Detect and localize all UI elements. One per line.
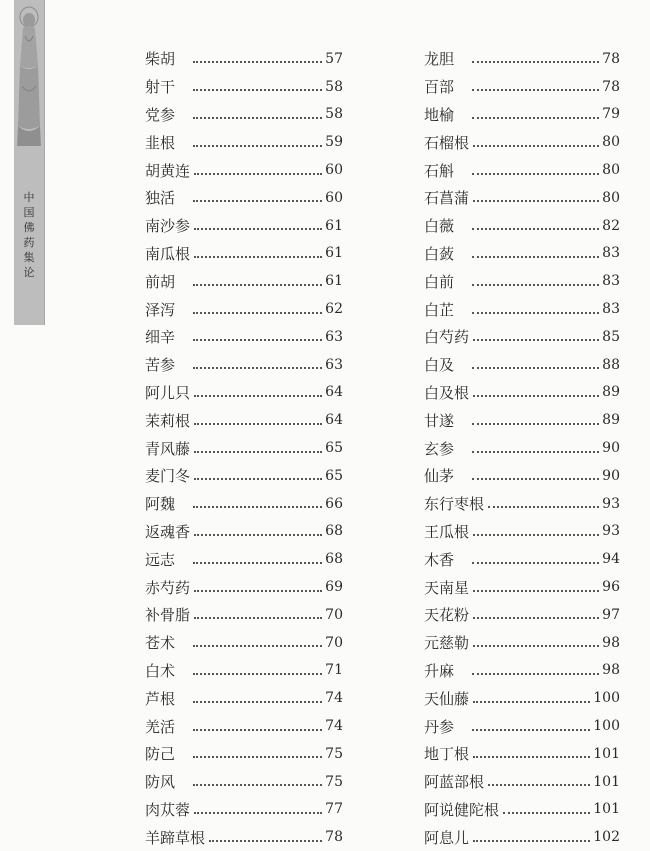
dot-leader bbox=[472, 255, 599, 258]
entry-name: 独活 bbox=[145, 189, 176, 208]
entry-name: 白薇 bbox=[424, 217, 455, 236]
entry-page-number: 60 bbox=[325, 162, 343, 179]
entry-name: 天南星 bbox=[424, 578, 470, 597]
toc-column-left bbox=[145, 45, 343, 851]
toc-entry[interactable] bbox=[424, 545, 620, 573]
entry-name: 防风 bbox=[145, 773, 176, 792]
toc-entry[interactable] bbox=[424, 629, 620, 657]
entry-name: 细辛 bbox=[145, 328, 176, 347]
entry-page-number: 70 bbox=[325, 606, 343, 623]
toc-entry[interactable] bbox=[424, 573, 620, 601]
toc-entry[interactable] bbox=[424, 406, 620, 434]
dot-leader bbox=[488, 505, 599, 508]
dot-leader bbox=[193, 783, 322, 786]
entry-page-number: 65 bbox=[325, 467, 343, 484]
entry-name: 白前 bbox=[424, 272, 455, 291]
dot-leader bbox=[193, 199, 322, 202]
entry-page-number: 94 bbox=[602, 551, 620, 568]
dot-leader bbox=[472, 172, 599, 175]
dot-leader bbox=[473, 144, 599, 147]
entry-page-number: 88 bbox=[602, 356, 620, 373]
entry-page-number: 85 bbox=[602, 328, 620, 345]
toc-entry[interactable] bbox=[424, 323, 620, 351]
dot-leader bbox=[473, 533, 599, 536]
dot-leader bbox=[472, 422, 599, 425]
toc-entry[interactable] bbox=[145, 712, 343, 740]
dot-leader bbox=[193, 60, 322, 63]
toc-entry[interactable] bbox=[424, 73, 620, 101]
entry-page-number: 61 bbox=[325, 273, 343, 290]
dot-leader bbox=[488, 783, 590, 786]
entry-name: 王瓜根 bbox=[424, 522, 470, 541]
entry-name: 羌活 bbox=[145, 717, 176, 736]
entry-name: 泽泻 bbox=[145, 300, 176, 319]
dot-leader bbox=[194, 533, 322, 536]
toc-entry[interactable] bbox=[424, 712, 620, 740]
dot-leader bbox=[193, 700, 322, 703]
toc-entry[interactable] bbox=[424, 462, 620, 490]
entry-page-number: 70 bbox=[325, 634, 343, 651]
dot-leader bbox=[194, 394, 322, 397]
book-series-title bbox=[14, 190, 44, 280]
dot-leader bbox=[473, 616, 599, 619]
entry-page-number: 77 bbox=[325, 801, 343, 818]
toc-entry[interactable] bbox=[145, 657, 343, 685]
entry-name: 赤芍药 bbox=[145, 578, 191, 597]
dot-leader bbox=[473, 338, 599, 341]
dot-leader bbox=[193, 755, 322, 758]
dot-leader bbox=[193, 672, 322, 675]
entry-page-number: 68 bbox=[325, 551, 343, 568]
dot-leader bbox=[473, 839, 590, 842]
toc-entry[interactable] bbox=[145, 267, 343, 295]
toc-entry[interactable] bbox=[145, 740, 343, 768]
entry-name: 白及根 bbox=[424, 383, 470, 402]
dot-leader bbox=[193, 88, 322, 91]
toc-entry[interactable] bbox=[424, 768, 620, 796]
entry-name: 青风藤 bbox=[145, 439, 191, 458]
entry-name: 石斛 bbox=[424, 161, 455, 180]
entry-name: 地丁根 bbox=[424, 745, 470, 764]
entry-name: 远志 bbox=[145, 550, 176, 569]
entry-name: 白芷 bbox=[424, 300, 455, 319]
entry-name: 东行枣根 bbox=[424, 495, 485, 514]
toc-entry[interactable] bbox=[145, 406, 343, 434]
entry-page-number: 71 bbox=[325, 662, 343, 679]
dot-leader bbox=[473, 589, 599, 592]
entry-page-number: 80 bbox=[602, 134, 620, 151]
toc-entry[interactable] bbox=[145, 823, 343, 851]
toc-entry[interactable] bbox=[424, 156, 620, 184]
entry-page-number: 59 bbox=[325, 134, 343, 151]
dot-leader bbox=[194, 255, 322, 258]
entry-name: 地榆 bbox=[424, 105, 455, 124]
toc-entry[interactable] bbox=[145, 490, 343, 518]
entry-page-number: 65 bbox=[325, 440, 343, 457]
dot-leader bbox=[194, 477, 322, 480]
entry-name: 茉莉根 bbox=[145, 411, 191, 430]
side-title-char: 佛 bbox=[23, 221, 35, 234]
toc-entry[interactable] bbox=[424, 796, 620, 824]
toc-entry[interactable] bbox=[145, 240, 343, 268]
dot-leader bbox=[194, 616, 322, 619]
entry-name: 补骨脂 bbox=[145, 606, 191, 625]
entry-name: 苦参 bbox=[145, 356, 176, 375]
dot-leader bbox=[503, 811, 590, 814]
entry-name: 射干 bbox=[145, 78, 176, 97]
entry-page-number: 63 bbox=[325, 356, 343, 373]
toc-entry[interactable] bbox=[145, 434, 343, 462]
entry-page-number: 61 bbox=[325, 217, 343, 234]
entry-name: 天仙藤 bbox=[424, 689, 470, 708]
dot-leader bbox=[209, 839, 322, 842]
side-strip bbox=[14, 0, 45, 325]
toc-entry[interactable] bbox=[424, 351, 620, 379]
dot-leader bbox=[472, 283, 599, 286]
entry-name: 木香 bbox=[424, 550, 455, 569]
toc-entry[interactable] bbox=[424, 601, 620, 629]
entry-name: 丹参 bbox=[424, 717, 455, 736]
entry-name: 白及 bbox=[424, 356, 455, 375]
toc-entry[interactable] bbox=[145, 323, 343, 351]
entry-name: 阿息儿 bbox=[424, 828, 470, 847]
entry-page-number: 61 bbox=[325, 245, 343, 262]
entry-page-number: 74 bbox=[325, 718, 343, 735]
entry-page-number: 79 bbox=[602, 106, 620, 123]
dot-leader bbox=[472, 60, 599, 63]
dot-leader bbox=[194, 589, 322, 592]
dot-leader bbox=[472, 728, 590, 731]
entry-page-number: 68 bbox=[325, 523, 343, 540]
dot-leader bbox=[193, 728, 322, 731]
side-title-char: 集 bbox=[23, 251, 35, 264]
entry-page-number: 100 bbox=[593, 690, 620, 707]
dot-leader bbox=[472, 227, 599, 230]
entry-page-number: 80 bbox=[602, 189, 620, 206]
entry-name: 石菖蒲 bbox=[424, 189, 470, 208]
dot-leader bbox=[473, 755, 590, 758]
toc-entry[interactable] bbox=[145, 601, 343, 629]
entry-name: 阿魏 bbox=[145, 495, 176, 514]
dot-leader bbox=[193, 366, 322, 369]
entry-name: 苍术 bbox=[145, 634, 176, 653]
entry-name: 阿蓝部根 bbox=[424, 773, 485, 792]
entry-name: 白术 bbox=[145, 661, 176, 680]
toc-entry[interactable] bbox=[145, 462, 343, 490]
toc-entry[interactable] bbox=[145, 351, 343, 379]
entry-page-number: 64 bbox=[325, 412, 343, 429]
dot-leader bbox=[194, 450, 322, 453]
toc-entry[interactable] bbox=[424, 240, 620, 268]
dot-leader bbox=[193, 311, 322, 314]
entry-name: 升麻 bbox=[424, 661, 455, 680]
dot-leader bbox=[472, 450, 599, 453]
entry-page-number: 83 bbox=[602, 245, 620, 262]
entry-name: 天花粉 bbox=[424, 606, 470, 625]
entry-name: 白芍药 bbox=[424, 328, 470, 347]
entry-page-number: 83 bbox=[602, 273, 620, 290]
entry-page-number: 98 bbox=[602, 634, 620, 651]
dot-leader bbox=[472, 561, 599, 564]
entry-page-number: 90 bbox=[602, 467, 620, 484]
entry-page-number: 78 bbox=[325, 829, 343, 846]
entry-page-number: 75 bbox=[325, 745, 343, 762]
toc-entry[interactable] bbox=[145, 545, 343, 573]
dot-leader bbox=[194, 811, 322, 814]
entry-page-number: 69 bbox=[325, 579, 343, 596]
entry-name: 阿说健陀根 bbox=[424, 800, 500, 819]
toc-entry[interactable] bbox=[145, 101, 343, 129]
entry-name: 羊蹄草根 bbox=[145, 828, 206, 847]
entry-name: 阿儿只 bbox=[145, 383, 191, 402]
toc-entry[interactable] bbox=[424, 101, 620, 129]
entry-name: 龙胆 bbox=[424, 50, 455, 69]
dot-leader bbox=[472, 477, 599, 480]
entry-name: 防己 bbox=[145, 745, 176, 764]
dot-leader bbox=[473, 199, 599, 202]
toc-entry[interactable] bbox=[424, 184, 620, 212]
dot-leader bbox=[194, 227, 322, 230]
dot-leader bbox=[193, 338, 322, 341]
entry-name: 南沙参 bbox=[145, 217, 191, 236]
entry-name: 芦根 bbox=[145, 689, 176, 708]
entry-name: 韭根 bbox=[145, 133, 176, 152]
toc-entry[interactable] bbox=[145, 768, 343, 796]
toc-entry[interactable] bbox=[145, 573, 343, 601]
toc-entry[interactable] bbox=[424, 490, 620, 518]
toc-entry[interactable] bbox=[145, 45, 343, 73]
toc-entry[interactable] bbox=[424, 684, 620, 712]
entry-name: 麦门冬 bbox=[145, 467, 191, 486]
entry-page-number: 62 bbox=[325, 301, 343, 318]
entry-page-number: 93 bbox=[602, 523, 620, 540]
entry-page-number: 58 bbox=[325, 78, 343, 95]
toc-entry[interactable] bbox=[424, 212, 620, 240]
entry-name: 元慈勒 bbox=[424, 634, 470, 653]
toc-entry[interactable] bbox=[145, 629, 343, 657]
toc-entry[interactable] bbox=[424, 45, 620, 73]
toc-entry[interactable] bbox=[424, 379, 620, 407]
toc-entry[interactable] bbox=[145, 518, 343, 546]
dot-leader bbox=[193, 505, 322, 508]
entry-name: 仙茅 bbox=[424, 467, 455, 486]
entry-page-number: 89 bbox=[602, 384, 620, 401]
entry-page-number: 60 bbox=[325, 189, 343, 206]
dot-leader bbox=[193, 116, 322, 119]
entry-name: 党参 bbox=[145, 105, 176, 124]
toc-entry[interactable] bbox=[145, 156, 343, 184]
side-title-char: 论 bbox=[23, 266, 35, 279]
dot-leader bbox=[193, 283, 322, 286]
toc-entry[interactable] bbox=[424, 267, 620, 295]
toc-entry[interactable] bbox=[424, 518, 620, 546]
entry-page-number: 98 bbox=[602, 662, 620, 679]
dot-leader bbox=[472, 116, 599, 119]
entry-page-number: 64 bbox=[325, 384, 343, 401]
entry-page-number: 66 bbox=[325, 495, 343, 512]
dot-leader bbox=[472, 672, 599, 675]
entry-page-number: 58 bbox=[325, 106, 343, 123]
entry-name: 白蔹 bbox=[424, 244, 455, 263]
dot-leader bbox=[193, 561, 322, 564]
dot-leader bbox=[472, 366, 599, 369]
toc-entry[interactable] bbox=[424, 295, 620, 323]
entry-name: 返魂香 bbox=[145, 522, 191, 541]
entry-page-number: 89 bbox=[602, 412, 620, 429]
entry-page-number: 78 bbox=[602, 50, 620, 67]
entry-page-number: 101 bbox=[593, 801, 620, 818]
entry-page-number: 82 bbox=[602, 217, 620, 234]
entry-page-number: 97 bbox=[602, 606, 620, 623]
entry-name: 石榴根 bbox=[424, 133, 470, 152]
entry-name: 柴胡 bbox=[145, 50, 176, 69]
toc-entry[interactable] bbox=[424, 434, 620, 462]
entry-page-number: 74 bbox=[325, 690, 343, 707]
toc-column-right bbox=[424, 45, 620, 851]
dot-leader bbox=[194, 172, 322, 175]
entry-page-number: 78 bbox=[602, 78, 620, 95]
entry-page-number: 101 bbox=[593, 773, 620, 790]
entry-name: 甘遂 bbox=[424, 411, 455, 430]
guanyin-figure-icon bbox=[16, 6, 42, 156]
side-title-char: 国 bbox=[23, 206, 35, 219]
entry-name: 肉苁蓉 bbox=[145, 800, 191, 819]
toc-entry[interactable] bbox=[145, 684, 343, 712]
toc-entry[interactable] bbox=[145, 212, 343, 240]
toc-entry[interactable] bbox=[145, 73, 343, 101]
entry-page-number: 93 bbox=[602, 495, 620, 512]
entry-page-number: 57 bbox=[325, 50, 343, 67]
entry-name: 百部 bbox=[424, 78, 455, 97]
entry-page-number: 75 bbox=[325, 773, 343, 790]
toc-entry[interactable] bbox=[424, 128, 620, 156]
entry-page-number: 102 bbox=[593, 829, 620, 846]
toc-entry[interactable] bbox=[145, 184, 343, 212]
side-title-char: 药 bbox=[23, 236, 35, 249]
entry-name: 前胡 bbox=[145, 272, 176, 291]
entry-name: 玄参 bbox=[424, 439, 455, 458]
dot-leader bbox=[472, 311, 599, 314]
entry-page-number: 90 bbox=[602, 440, 620, 457]
dot-leader bbox=[473, 644, 599, 647]
dot-leader bbox=[472, 88, 599, 91]
entry-page-number: 100 bbox=[593, 718, 620, 735]
entry-page-number: 83 bbox=[602, 301, 620, 318]
side-title-char: 中 bbox=[23, 191, 35, 204]
dot-leader bbox=[473, 394, 599, 397]
entry-page-number: 63 bbox=[325, 328, 343, 345]
toc-entry[interactable] bbox=[424, 657, 620, 685]
dot-leader bbox=[193, 644, 322, 647]
entry-page-number: 80 bbox=[602, 162, 620, 179]
toc-entry[interactable] bbox=[145, 295, 343, 323]
toc-entry[interactable] bbox=[145, 796, 343, 824]
entry-name: 胡黄连 bbox=[145, 161, 191, 180]
dot-leader bbox=[193, 144, 322, 147]
dot-leader bbox=[194, 422, 322, 425]
toc-entry[interactable] bbox=[424, 823, 620, 851]
entry-page-number: 96 bbox=[602, 579, 620, 596]
entry-page-number: 101 bbox=[593, 745, 620, 762]
toc-entry[interactable] bbox=[145, 128, 343, 156]
dot-leader bbox=[473, 700, 590, 703]
toc-entry[interactable] bbox=[145, 379, 343, 407]
entry-name: 南瓜根 bbox=[145, 244, 191, 263]
toc-entry[interactable] bbox=[424, 740, 620, 768]
